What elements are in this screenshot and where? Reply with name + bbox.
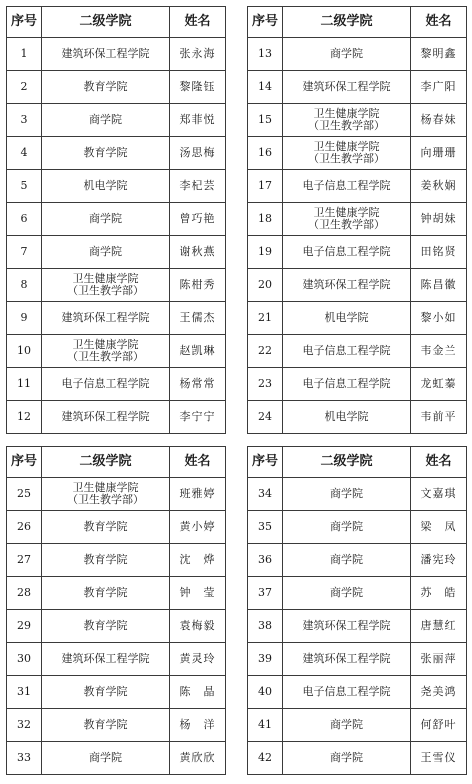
row-number: 34: [248, 478, 283, 511]
person-name: 文嘉琪: [411, 478, 467, 511]
row-number: 9: [7, 302, 42, 335]
row-number: 7: [7, 236, 42, 269]
college-name: 电子信息工程学院: [302, 685, 391, 698]
person-name: 唐慧红: [411, 610, 467, 643]
roster-table-4: [247, 446, 467, 775]
table-row: [248, 676, 467, 709]
college-cell: [42, 302, 170, 335]
row-number: 36: [248, 544, 283, 577]
college-name: 商学院: [89, 751, 122, 764]
college-name: 建筑环保工程学院: [61, 652, 150, 665]
college-cell: [283, 137, 411, 170]
college-name: 卫生健康学院: [72, 481, 139, 494]
college-cell: [42, 643, 170, 676]
college-name: 电子信息工程学院: [61, 377, 150, 390]
table-row: [248, 368, 467, 401]
college-name: 商学院: [330, 47, 363, 60]
college-cell: [283, 236, 411, 269]
table-row: [7, 137, 226, 170]
college-cell: [283, 203, 411, 236]
person-name: 沈 烨: [170, 544, 226, 577]
table-header-row: [7, 7, 226, 38]
college-cell: [42, 236, 170, 269]
college-name: 机电学院: [324, 410, 369, 423]
row-number: 28: [7, 577, 42, 610]
college-cell: [283, 269, 411, 302]
college-cell: [42, 170, 170, 203]
table-header-row: [7, 447, 226, 478]
header-college: 二级学院: [283, 447, 411, 478]
row-number: 14: [248, 71, 283, 104]
college-cell: [42, 676, 170, 709]
table-row: [7, 236, 226, 269]
row-number: 13: [248, 38, 283, 71]
person-name: 田铭贤: [411, 236, 467, 269]
college-cell: [283, 302, 411, 335]
row-number: 21: [248, 302, 283, 335]
header-no: 序号: [248, 7, 283, 38]
college-name: （卫生教学部）: [308, 218, 385, 231]
college-cell: [283, 544, 411, 577]
college-cell: [42, 269, 170, 302]
row-number: 6: [7, 203, 42, 236]
person-name: 王儒杰: [170, 302, 226, 335]
table-row: [7, 302, 226, 335]
table-header-row: [248, 447, 467, 478]
college-cell: [42, 401, 170, 434]
table-row: [248, 643, 467, 676]
table-row: [248, 71, 467, 104]
college-name: 商学院: [89, 212, 122, 225]
college-name: 机电学院: [83, 179, 128, 192]
table-row: [7, 742, 226, 775]
table-row: [248, 742, 467, 775]
table-row: [7, 577, 226, 610]
row-number: 16: [248, 137, 283, 170]
person-name: 黄灵玲: [170, 643, 226, 676]
row-number: 26: [7, 511, 42, 544]
college-cell: [283, 478, 411, 511]
college-name: 建筑环保工程学院: [302, 652, 391, 665]
college-name: 机电学院: [324, 311, 369, 324]
person-name: 钟 莹: [170, 577, 226, 610]
college-cell: [42, 71, 170, 104]
table-row: [248, 544, 467, 577]
college-name: 建筑环保工程学院: [61, 410, 150, 423]
header-college: 二级学院: [42, 447, 170, 478]
header-name: 姓名: [170, 7, 226, 38]
college-cell: [283, 71, 411, 104]
college-name: 教育学院: [83, 520, 128, 533]
table-row: [7, 478, 226, 511]
row-number: 10: [7, 335, 42, 368]
person-name: 赵凯琳: [170, 335, 226, 368]
college-cell: [283, 104, 411, 137]
person-name: 龙虹蓁: [411, 368, 467, 401]
college-name: （卫生教学部）: [308, 152, 385, 165]
college-name: 商学院: [330, 520, 363, 533]
row-number: 3: [7, 104, 42, 137]
college-name: 商学院: [89, 245, 122, 258]
person-name: 陈柑秀: [170, 269, 226, 302]
college-name: 卫生健康学院: [72, 338, 139, 351]
person-name: 尧美鸿: [411, 676, 467, 709]
college-name: 建筑环保工程学院: [61, 311, 150, 324]
row-number: 17: [248, 170, 283, 203]
table-row: [7, 104, 226, 137]
row-number: 30: [7, 643, 42, 676]
college-name: 建筑环保工程学院: [302, 278, 391, 291]
row-number: 19: [248, 236, 283, 269]
college-cell: [42, 137, 170, 170]
college-name: （卫生教学部）: [67, 284, 144, 297]
college-name: 教育学院: [83, 619, 128, 632]
college-name: （卫生教学部）: [67, 493, 144, 506]
table-row: [248, 269, 467, 302]
college-name: 卫生健康学院: [72, 272, 139, 285]
table-row: [7, 269, 226, 302]
person-name: 黄小婷: [170, 511, 226, 544]
row-number: 39: [248, 643, 283, 676]
row-number: 29: [7, 610, 42, 643]
person-name: 何舒叶: [411, 709, 467, 742]
table-row: [7, 544, 226, 577]
college-name: 电子信息工程学院: [302, 377, 391, 390]
table-row: [248, 104, 467, 137]
header-name: 姓名: [411, 447, 467, 478]
college-name: 商学院: [330, 751, 363, 764]
table-row: [248, 236, 467, 269]
person-name: 杨春妹: [411, 104, 467, 137]
college-name: 教育学院: [83, 146, 128, 159]
person-name: 钟胡妹: [411, 203, 467, 236]
row-number: 35: [248, 511, 283, 544]
row-number: 32: [7, 709, 42, 742]
person-name: 韦前平: [411, 401, 467, 434]
table-row: [7, 335, 226, 368]
college-name: 电子信息工程学院: [302, 344, 391, 357]
person-name: 黎小如: [411, 302, 467, 335]
table-row: [7, 401, 226, 434]
table-row: [7, 368, 226, 401]
college-cell: [42, 544, 170, 577]
college-cell: [42, 577, 170, 610]
person-name: 黄欣欣: [170, 742, 226, 775]
row-number: 38: [248, 610, 283, 643]
person-name: 陈昌徽: [411, 269, 467, 302]
college-cell: [283, 170, 411, 203]
college-name: 电子信息工程学院: [302, 179, 391, 192]
table-row: [248, 302, 467, 335]
college-cell: [42, 709, 170, 742]
person-name: 谢秋燕: [170, 236, 226, 269]
table-row: [248, 610, 467, 643]
college-name: 卫生健康学院: [313, 206, 380, 219]
row-number: 42: [248, 742, 283, 775]
header-no: 序号: [7, 447, 42, 478]
table-row: [248, 478, 467, 511]
college-name: 电子信息工程学院: [302, 245, 391, 258]
college-cell: [283, 709, 411, 742]
college-name: 建筑环保工程学院: [302, 619, 391, 632]
row-number: 27: [7, 544, 42, 577]
table-row: [7, 203, 226, 236]
college-name: 商学院: [330, 586, 363, 599]
row-number: 23: [248, 368, 283, 401]
roster-table-2: [247, 6, 467, 434]
college-cell: [42, 335, 170, 368]
college-name: 商学院: [330, 718, 363, 731]
college-cell: [283, 335, 411, 368]
row-number: 4: [7, 137, 42, 170]
table-row: [7, 511, 226, 544]
row-number: 20: [248, 269, 283, 302]
college-cell: [283, 577, 411, 610]
college-name: 商学院: [89, 113, 122, 126]
person-name: 潘宪玲: [411, 544, 467, 577]
table-row: [7, 71, 226, 104]
person-name: 梁 凤: [411, 511, 467, 544]
college-cell: [42, 368, 170, 401]
college-cell: [42, 203, 170, 236]
person-name: 王雪仪: [411, 742, 467, 775]
row-number: 41: [248, 709, 283, 742]
row-number: 15: [248, 104, 283, 137]
person-name: 李宁宁: [170, 401, 226, 434]
table-row: [248, 170, 467, 203]
college-cell: [42, 104, 170, 137]
college-cell: [283, 643, 411, 676]
person-name: 汤思梅: [170, 137, 226, 170]
person-name: 郑菲悦: [170, 104, 226, 137]
header-name: 姓名: [170, 447, 226, 478]
header-name: 姓名: [411, 7, 467, 38]
college-name: 商学院: [330, 487, 363, 500]
person-name: 苏 皓: [411, 577, 467, 610]
person-name: 黎明鑫: [411, 38, 467, 71]
person-name: 杨 洋: [170, 709, 226, 742]
table-row: [7, 643, 226, 676]
header-college: 二级学院: [42, 7, 170, 38]
header-college: 二级学院: [283, 7, 411, 38]
row-number: 5: [7, 170, 42, 203]
table-row: [7, 170, 226, 203]
table-row: [248, 709, 467, 742]
person-name: 杨常常: [170, 368, 226, 401]
person-name: 张永海: [170, 38, 226, 71]
row-number: 25: [7, 478, 42, 511]
row-number: 12: [7, 401, 42, 434]
college-cell: [283, 401, 411, 434]
table-row: [248, 38, 467, 71]
person-name: 张丽萍: [411, 643, 467, 676]
person-name: 曾巧艳: [170, 203, 226, 236]
college-cell: [42, 511, 170, 544]
college-name: （卫生教学部）: [308, 119, 385, 132]
table-row: [248, 577, 467, 610]
row-number: 33: [7, 742, 42, 775]
college-cell: [283, 38, 411, 71]
table-header-row: [248, 7, 467, 38]
table-row: [248, 335, 467, 368]
row-number: 22: [248, 335, 283, 368]
person-name: 袁梅毅: [170, 610, 226, 643]
table-row: [248, 203, 467, 236]
row-number: 31: [7, 676, 42, 709]
college-name: 教育学院: [83, 718, 128, 731]
person-name: 姜秋娴: [411, 170, 467, 203]
college-cell: [283, 368, 411, 401]
college-name: 建筑环保工程学院: [302, 80, 391, 93]
row-number: 2: [7, 71, 42, 104]
college-name: 教育学院: [83, 553, 128, 566]
college-name: 教育学院: [83, 586, 128, 599]
header-no: 序号: [7, 7, 42, 38]
person-name: 班雅婷: [170, 478, 226, 511]
college-name: 商学院: [330, 553, 363, 566]
header-no: 序号: [248, 447, 283, 478]
row-number: 11: [7, 368, 42, 401]
table-row: [7, 709, 226, 742]
table-row: [248, 137, 467, 170]
person-name: 李广阳: [411, 71, 467, 104]
roster-table-3: [6, 446, 226, 775]
roster-table-1: [6, 6, 226, 434]
college-cell: [42, 610, 170, 643]
college-name: （卫生教学部）: [67, 350, 144, 363]
row-number: 24: [248, 401, 283, 434]
college-name: 卫生健康学院: [313, 107, 380, 120]
row-number: 37: [248, 577, 283, 610]
college-cell: [42, 478, 170, 511]
person-name: 陈 晶: [170, 676, 226, 709]
row-number: 18: [248, 203, 283, 236]
person-name: 李杞芸: [170, 170, 226, 203]
college-cell: [42, 38, 170, 71]
table-row: [248, 401, 467, 434]
row-number: 1: [7, 38, 42, 71]
person-name: 向珊珊: [411, 137, 467, 170]
college-cell: [283, 742, 411, 775]
college-name: 卫生健康学院: [313, 140, 380, 153]
college-cell: [283, 511, 411, 544]
row-number: 8: [7, 269, 42, 302]
person-name: 韦金兰: [411, 335, 467, 368]
college-cell: [283, 610, 411, 643]
row-number: 40: [248, 676, 283, 709]
college-cell: [42, 742, 170, 775]
college-name: 教育学院: [83, 80, 128, 93]
table-row: [7, 38, 226, 71]
college-name: 建筑环保工程学院: [61, 47, 150, 60]
table-row: [7, 610, 226, 643]
table-row: [7, 676, 226, 709]
college-name: 教育学院: [83, 685, 128, 698]
person-name: 黎隆钰: [170, 71, 226, 104]
table-row: [248, 511, 467, 544]
college-cell: [283, 676, 411, 709]
